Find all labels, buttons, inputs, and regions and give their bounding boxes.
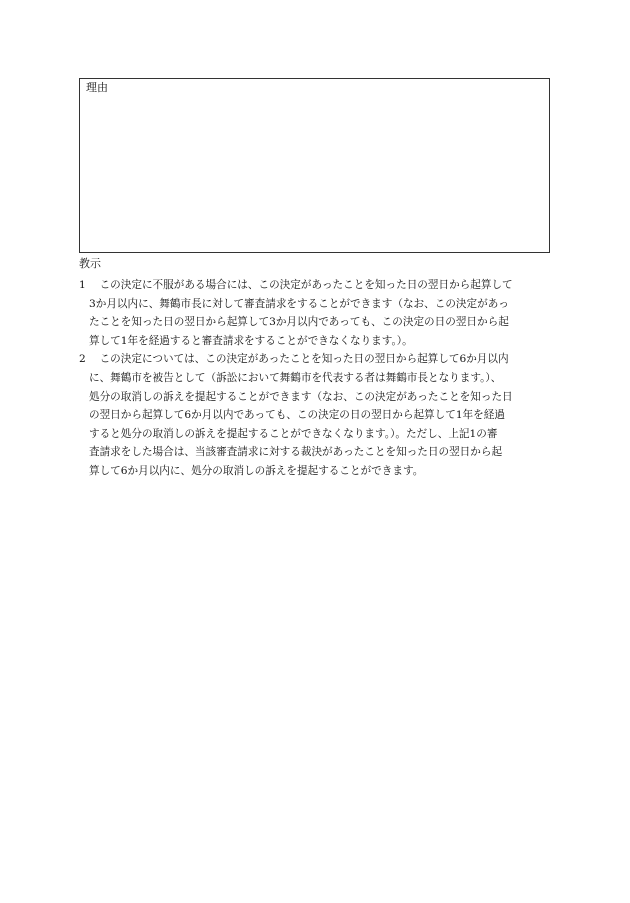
instruction-item-line: の翌日から起算して6か月以内であっても、この決定の日の翌日から起算して1年を経過: [89, 409, 505, 422]
instruction-item-line: 3か月以内に、舞鶴市長に対して審査請求をすることができます（なお、この決定があっ: [89, 297, 509, 310]
instruction-heading: 教示: [79, 257, 101, 270]
instruction-item-line: に、舞鶴市を被告として（訴訟において舞鶴市を代表する者は舞鶴市長となります。）、: [89, 371, 502, 384]
instruction-item-number: 1: [79, 279, 86, 291]
instruction-item-line: 処分の取消しの訴えを提起することができます（なお、この決定があったことを知った日: [89, 390, 513, 403]
reason-box: [79, 78, 550, 253]
instruction-item-2: [79, 350, 553, 480]
instruction-item-line: この決定に不服がある場合には、この決定があったことを知った日の翌日から起算して: [89, 279, 513, 291]
instruction-list: [79, 276, 553, 481]
instruction-item-line: すると処分の取消しの訴えを提起することができなくなります。）。ただし、上記1の審: [89, 427, 498, 440]
instruction-item-line: この決定については、この決定があったことを知った日の翌日から起算して6か月以内: [89, 353, 509, 366]
instruction-item-1: [79, 276, 553, 350]
instruction-item-number: 2: [79, 353, 86, 366]
instruction-item-line: 算して1年を経過すると審査請求をすることができなくなります。）。: [89, 334, 413, 347]
instruction-item-line: たことを知った日の翌日から起算して3か月以内であっても、この決定の日の翌日から起: [89, 316, 509, 329]
reason-label: 理由: [86, 81, 108, 94]
instruction-item-line: 査請求をした場合は、当該審査請求に対する裁決があったことを知った日の翌日から起: [89, 446, 503, 459]
instruction-item-line: 算して6か月以内に、処分の取消しの訴えを提起することができます。: [89, 464, 424, 477]
